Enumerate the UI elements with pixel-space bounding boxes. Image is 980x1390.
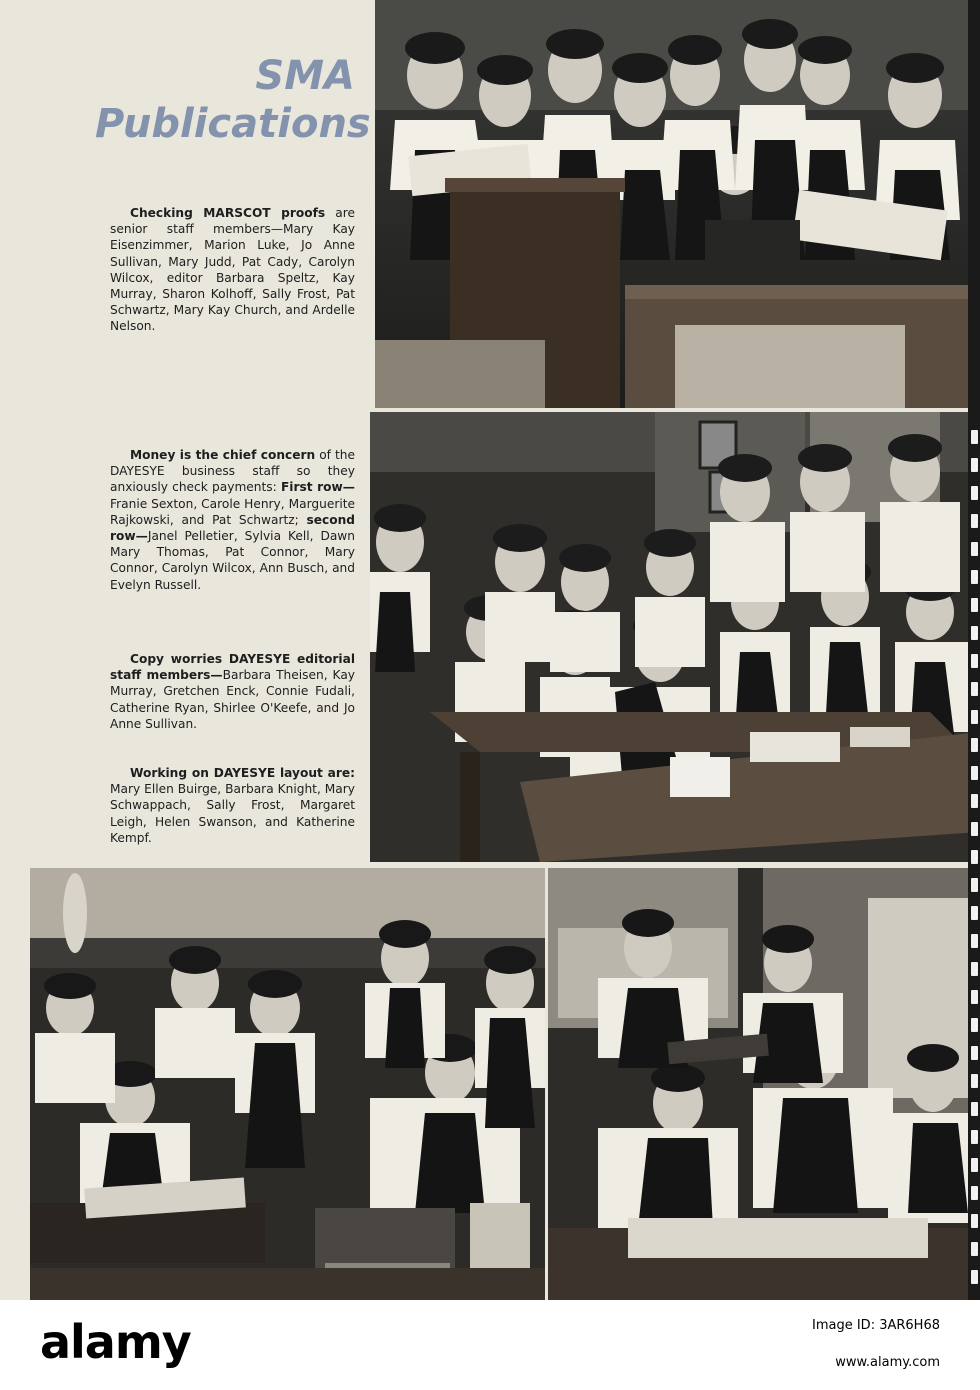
image-id: Image ID: 3AR6H68 [812,1318,940,1333]
caption-marscot-proofs [110,205,355,335]
film-sprocket-hole [971,1158,978,1172]
title-line-2: Publications [95,101,371,147]
film-sprocket-hole [971,850,978,864]
site-url: www.alamy.com [835,1355,940,1370]
film-sprocket-hole [971,1270,978,1284]
film-edge-strip [968,0,980,1300]
film-sprocket-hole [971,934,978,948]
film-sprocket-hole [971,598,978,612]
film-sprocket-hole [971,458,978,472]
film-sprocket-hole [971,1186,978,1200]
film-sprocket-hole [971,990,978,1004]
photo-marscot-proofs [375,0,980,408]
caption-lead: Copy worries DAYESYE editorial staff members— [110,652,355,683]
film-sprocket-hole [971,682,978,696]
film-sprocket-hole [971,766,978,780]
caption-text: Mary Ellen Buirge, Barbara Knight, Mary Schwappach, Sally Frost, Margaret Leigh, Helen Swanson, and Katherine Kempf. [110,782,355,845]
photo-dayesye-editorial-staff [30,868,545,1300]
film-sprocket-hole [971,626,978,640]
film-sprocket-hole [971,1018,978,1032]
film-sprocket-hole [971,794,978,808]
caption-business-staff [110,447,355,593]
film-sprocket-hole [971,738,978,752]
film-sprocket-hole [971,822,978,836]
caption-lead: Working on DAYESYE layout are: [130,766,355,780]
caption-text: Barbara Theisen, Kay Murray, Gretchen Enck, Connie Fudali, Catherine Ryan, Shirlee O'Keefe, and Jo Anne Sullivan. [110,668,355,731]
caption-layout-staff [110,765,355,846]
alamy-logo: alamy [40,1315,191,1369]
film-sprocket-hole [971,962,978,976]
film-sprocket-hole [971,906,978,920]
caption-lead: Money is the chief concern [130,448,316,462]
photo-dayesye-business-staff [370,412,980,862]
caption-text: of the DAYESYE business staff so they anxiously check payments: [110,448,355,495]
film-sprocket-hole [971,1102,978,1116]
film-sprocket-hole [971,1074,978,1088]
film-sprocket-hole [971,570,978,584]
photo-dayesye-layout-staff [548,868,980,1300]
film-sprocket-hole [971,486,978,500]
page-title [95,52,371,148]
caption-row-label: First row— [280,480,355,495]
film-sprocket-hole [971,542,978,556]
caption-editorial-staff [110,651,355,732]
film-sprocket-hole [971,1242,978,1256]
film-sprocket-hole [971,1130,978,1144]
caption-row-label: second row— [110,512,355,544]
film-sprocket-hole [971,430,978,444]
title-line-1: SMA [255,53,355,99]
film-sprocket-hole [971,514,978,528]
caption-lead: Checking MARSCOT proofs [130,206,326,220]
caption-text: Franie Sexton, Carole Henry, Marguerite Rajkowski, and Pat Schwartz; [110,496,355,527]
film-sprocket-hole [971,878,978,892]
film-sprocket-hole [971,710,978,724]
film-sprocket-hole [971,1214,978,1228]
film-sprocket-hole [971,1046,978,1060]
caption-text: are senior staff members—Mary Kay Eisenzimmer, Marion Luke, Jo Anne Sullivan, Mary Judd, Pat Cady, Carolyn Wilcox, editor Barbara Speltz, Kay Murray, Sharon Kolhoff, Sally Frost, Pat Schwartz, Mary Kay Church, and Ardelle Nelson. [110,206,355,334]
film-sprocket-hole [971,654,978,668]
caption-text: Janel Pelletier, Sylvia Kell, Dawn Mary Thomas, Pat Connor, Mary Connor, Carolyn Wilcox, Ann Busch, and Evelyn Russell. [110,529,355,592]
